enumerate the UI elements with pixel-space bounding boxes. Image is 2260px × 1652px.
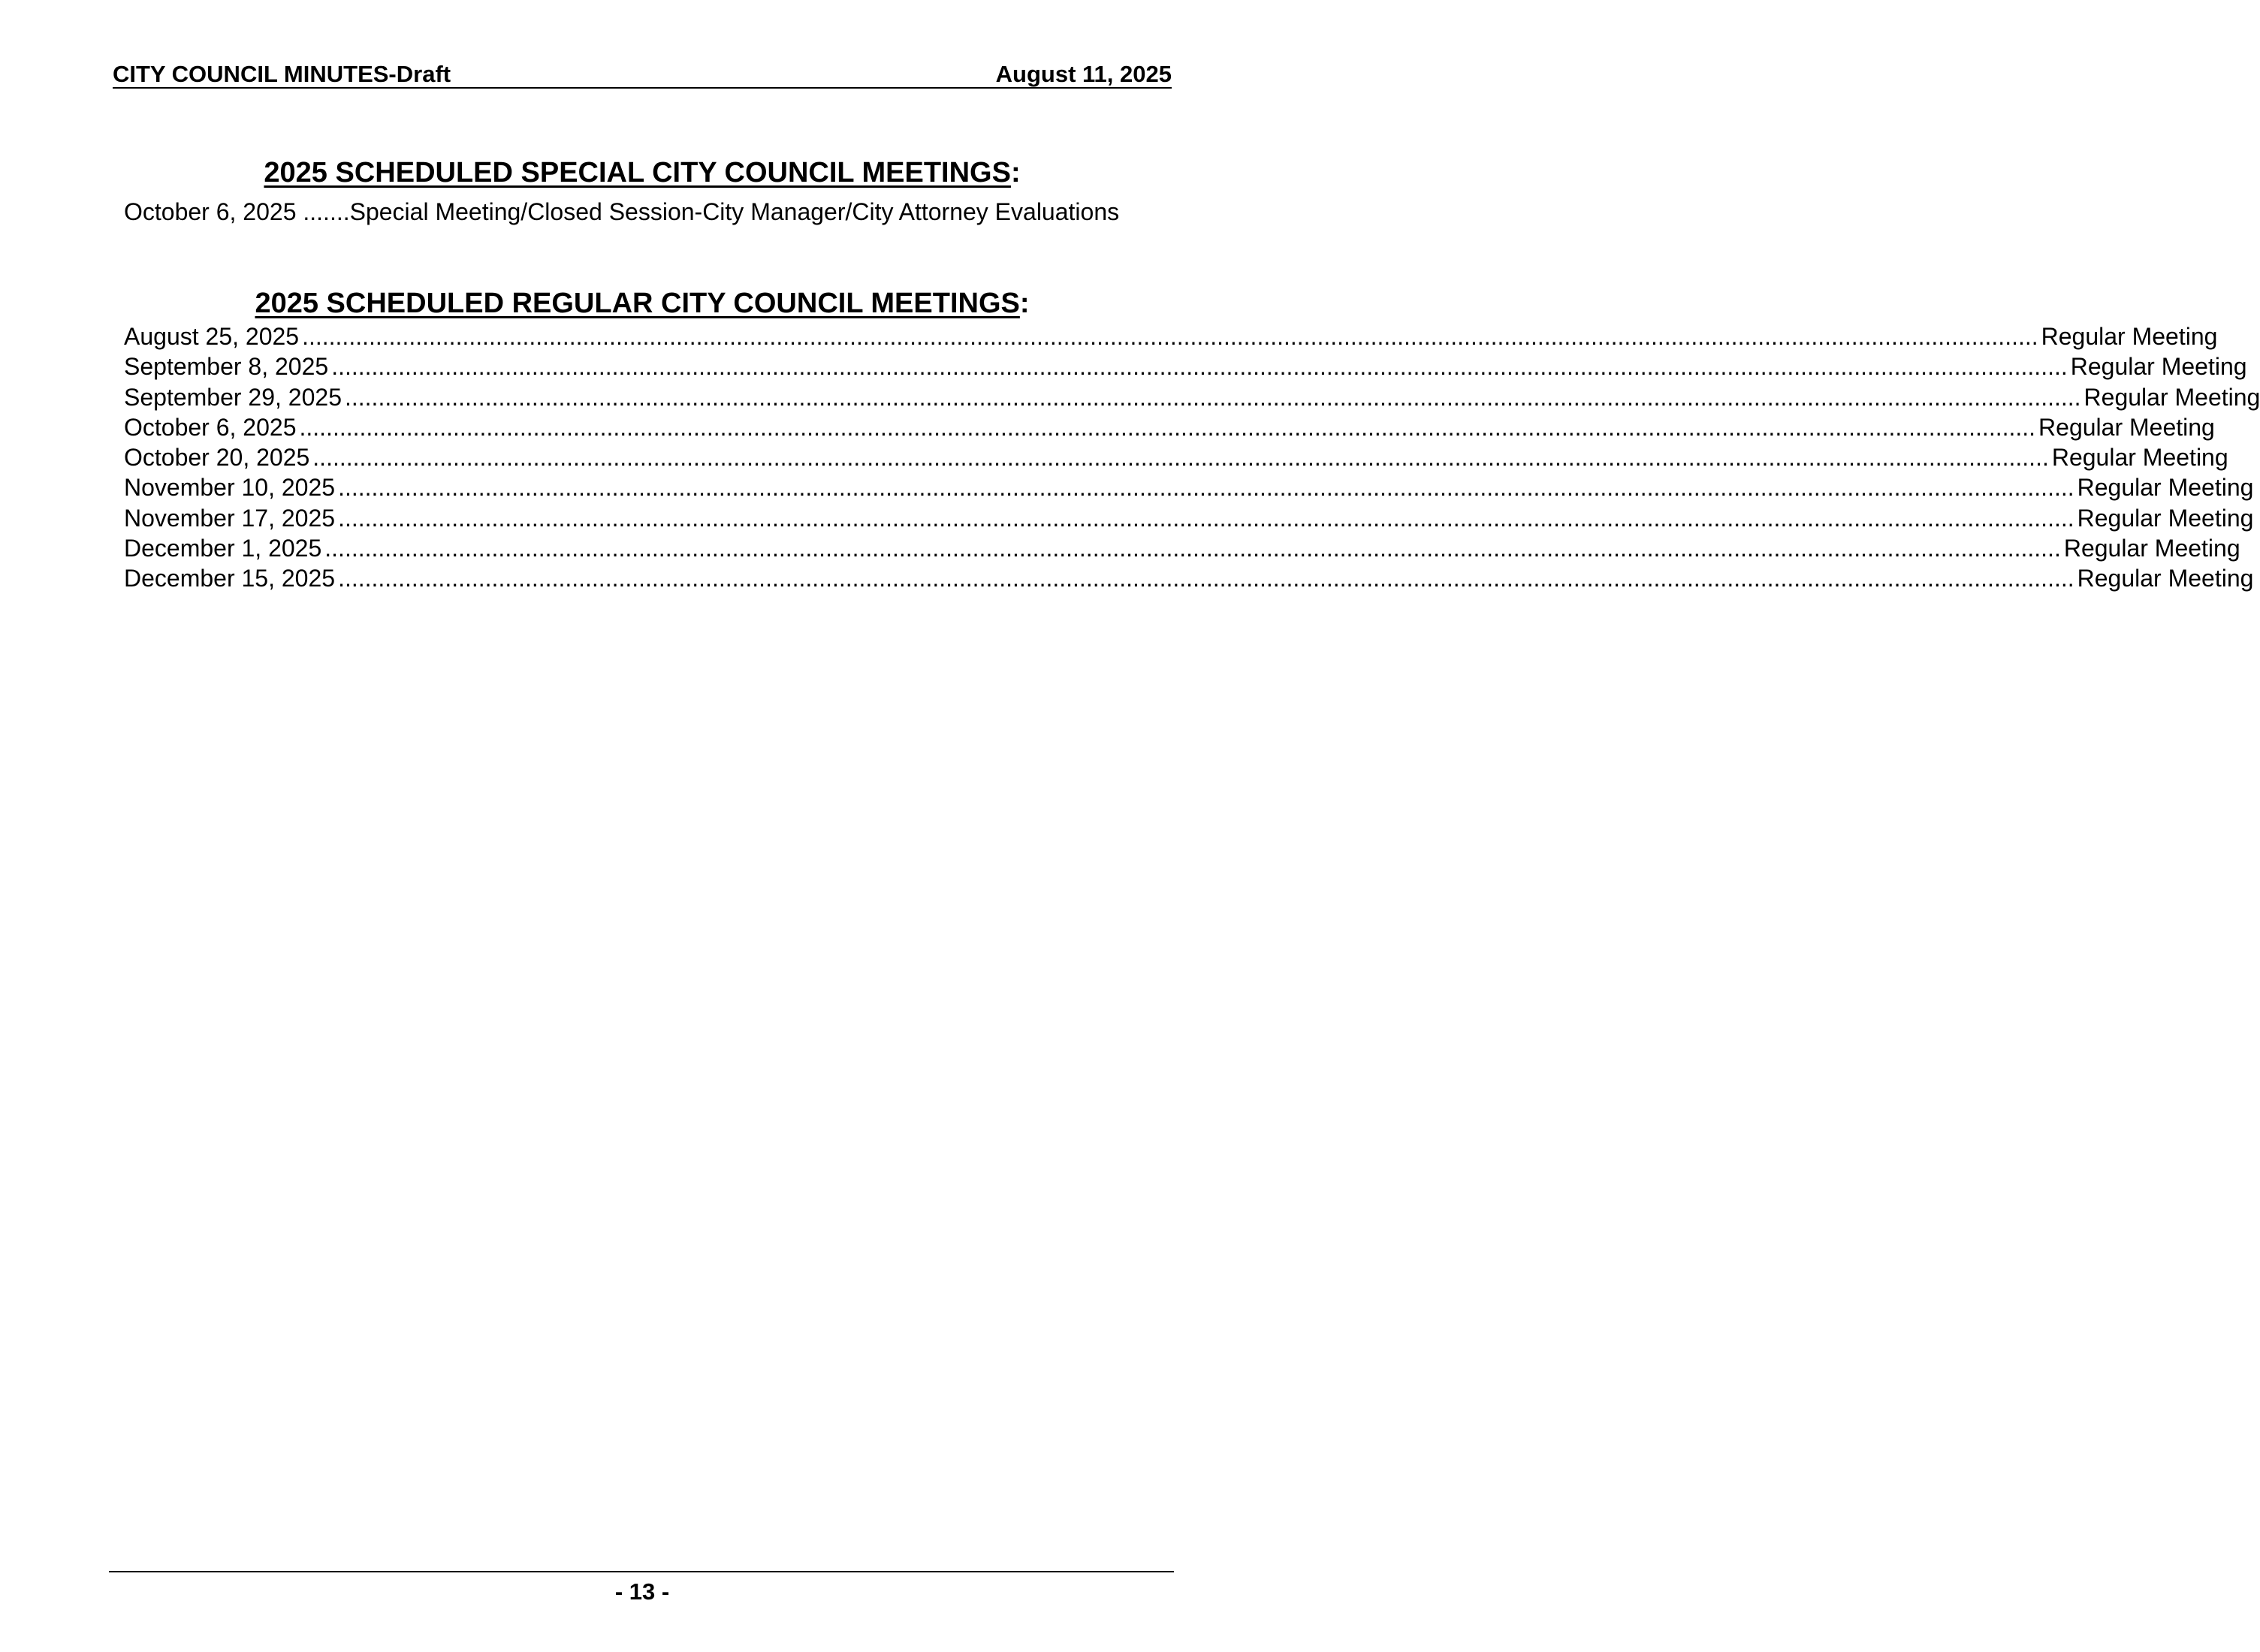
meeting-row [124, 321, 2218, 351]
meeting-row [124, 472, 2254, 502]
meeting-type: Regular Meeting [2063, 535, 2240, 562]
meeting-date: September 8, 2025 [124, 353, 329, 381]
dot-leader: .................................................................................................................................................................................................................................................................... [344, 383, 2081, 411]
meeting-row [124, 533, 2240, 563]
meeting-type: Regular Meeting [2083, 383, 2260, 411]
dot-leader: .................................................................................................................................................................................................................................................................... [324, 535, 2061, 562]
meeting-date: October 6, 2025 [124, 413, 297, 441]
special-meeting-description: Special Meeting/Closed Session-City Manager/City Attorney Evaluations [349, 198, 1120, 225]
dot-leader: .................................................................................................................................................................................................................................................................... [312, 444, 2049, 472]
footer-divider [109, 1571, 1174, 1572]
meeting-type: Regular Meeting [2077, 565, 2254, 592]
meeting-type: Regular Meeting [2041, 323, 2218, 350]
document-date: August 11, 2025 [995, 61, 1172, 87]
regular-meetings-heading [113, 287, 1172, 320]
special-meeting-leader: ....... [303, 198, 350, 225]
dot-leader: .................................................................................................................................................................................................................................................................... [338, 504, 2074, 532]
document-title: CITY COUNCIL MINUTES-Draft [113, 61, 451, 87]
meeting-type: Regular Meeting [2051, 444, 2228, 472]
dot-leader: .................................................................................................................................................................................................................................................................... [338, 565, 2074, 592]
meeting-row [124, 351, 2247, 381]
meeting-row [124, 442, 2228, 472]
meeting-row [124, 412, 2215, 442]
meeting-type: Regular Meeting [2038, 413, 2215, 441]
meeting-date: November 17, 2025 [124, 504, 336, 532]
meeting-date: November 10, 2025 [124, 474, 336, 502]
meeting-date: September 29, 2025 [124, 383, 342, 411]
special-meetings-heading [113, 156, 1172, 189]
meeting-row [124, 503, 2254, 533]
regular-meetings-heading-colon: : [1019, 288, 1030, 319]
dot-leader: .................................................................................................................................................................................................................................................................... [302, 323, 2038, 350]
regular-meetings-heading-text: 2025 SCHEDULED REGULAR CITY COUNCIL MEETINGS [255, 288, 1020, 319]
page-header [113, 60, 1172, 89]
special-meetings-heading-text: 2025 SCHEDULED SPECIAL CITY COUNCIL MEETINGS [264, 157, 1011, 188]
dot-leader: .................................................................................................................................................................................................................................................................... [331, 353, 2068, 381]
meeting-type: Regular Meeting [2070, 353, 2247, 381]
meeting-date: December 1, 2025 [124, 535, 322, 562]
special-meeting-date: October 6, 2025 [124, 198, 297, 225]
meeting-date: October 20, 2025 [124, 444, 310, 472]
regular-meetings-list [124, 321, 2260, 594]
special-meeting-entry [124, 197, 1160, 227]
dot-leader: .................................................................................................................................................................................................................................................................... [299, 413, 2036, 441]
meeting-date: December 15, 2025 [124, 565, 336, 592]
meeting-row [124, 563, 2254, 593]
meeting-type: Regular Meeting [2077, 474, 2254, 502]
meeting-date: August 25, 2025 [124, 323, 300, 350]
meeting-type: Regular Meeting [2077, 504, 2254, 532]
meeting-row [124, 382, 2260, 412]
dot-leader: .................................................................................................................................................................................................................................................................... [338, 474, 2074, 502]
special-meetings-heading-colon: : [1010, 157, 1021, 188]
page-number: - 13 - [614, 1578, 670, 1605]
